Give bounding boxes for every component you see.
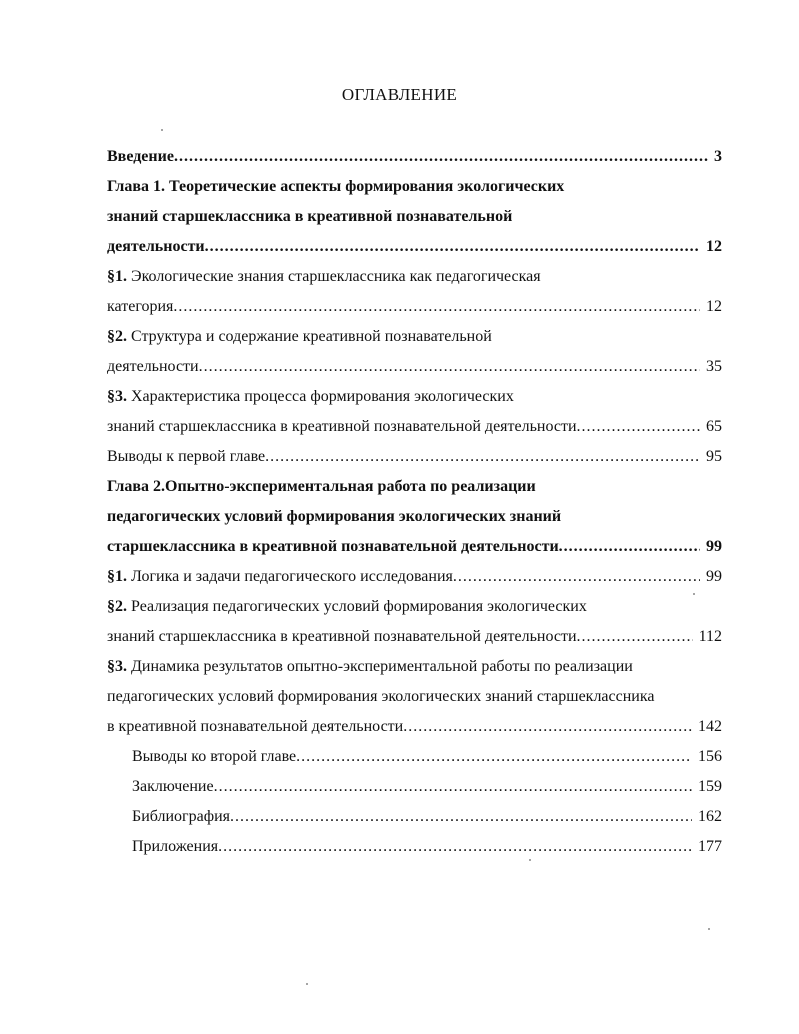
entry-text: педагогических условий формирования экологических знаний (107, 508, 562, 525)
entry-text: Глава 2.Опытно-экспериментальная работа по реализации (107, 478, 536, 495)
entry-page: 12 (706, 298, 722, 315)
scan-speck (306, 983, 308, 985)
toc-entry-bibliography (132, 802, 722, 832)
leader-dots (577, 412, 700, 442)
leader-dots (265, 442, 700, 472)
entry-page: 112 (698, 628, 722, 645)
leader-dots (218, 832, 692, 862)
entry-page: 99 (706, 538, 722, 555)
leader-dots (199, 352, 700, 382)
entry-text: §3. Динамика результатов опытно-экспериментальной работы по реализации (107, 658, 633, 675)
toc-entry-ch1-section-1 (107, 262, 722, 322)
leader-dots (453, 562, 700, 592)
entry-page: 159 (698, 778, 722, 795)
entry-text: деятельности (107, 238, 205, 255)
entry-text: Библиография (132, 808, 230, 825)
entry-text: педагогических условий формирования экологических знаний старшеклассника (107, 688, 655, 705)
leader-dots (174, 142, 708, 172)
toc-entry-introduction (107, 142, 722, 172)
page-title: ОГЛАВЛЕНИЕ (341, 85, 458, 104)
entry-text: Выводы ко второй главе (132, 748, 297, 765)
entry-text: Глава 1. Теоретические аспекты формирования экологических (107, 178, 565, 195)
entry-text: Введение (107, 148, 174, 165)
entry-page: 35 (706, 358, 722, 375)
entry-page: 177 (698, 838, 722, 855)
scan-speck (708, 928, 710, 930)
scan-speck (161, 129, 163, 131)
toc-entry-ch2-conclusions (132, 742, 722, 772)
leader-dots (230, 802, 692, 832)
toc-entry-ch2-section-3 (107, 652, 722, 742)
entry-page: 95 (706, 448, 722, 465)
entry-text: §1. Экологические знания старшеклассника как педагогическая (107, 268, 541, 285)
entry-page: 142 (698, 718, 722, 735)
toc-entry-appendices (132, 832, 722, 862)
leader-dots (173, 292, 700, 322)
toc-entry-ch2-section-1 (107, 562, 722, 592)
leader-dots (403, 712, 692, 742)
entry-page: 12 (706, 238, 722, 255)
entry-text: знаний старшеклассника в креативной познавательной деятельности (107, 418, 577, 435)
entry-text: Приложения (132, 838, 219, 855)
entry-text: знаний старшеклассника в креативной познавательной деятельности (107, 628, 577, 645)
entry-text: деятельности (107, 358, 199, 375)
leader-dots (559, 532, 700, 562)
leader-dots (577, 622, 693, 652)
entry-text: категория (107, 298, 174, 315)
toc-entry-ch1-section-2 (107, 322, 722, 382)
toc-entry-conclusion (132, 772, 722, 802)
entry-page: 162 (698, 808, 722, 825)
entry-text: Заключение (132, 778, 214, 795)
entry-page: 99 (706, 568, 722, 585)
toc-entry-ch1-conclusions (107, 442, 722, 472)
toc-entry-chapter-1 (107, 172, 722, 262)
entry-text: Выводы к первой главе (107, 448, 266, 465)
entry-text: в креативной познавательной деятельности (107, 718, 404, 735)
toc-entry-chapter-2 (107, 472, 722, 562)
entry-text: §2. Структура и содержание креативной познавательной (107, 328, 492, 345)
scan-speck (529, 859, 531, 861)
leader-dots (205, 232, 700, 262)
toc-entry-ch1-section-3 (107, 382, 722, 442)
entry-text: §2. Реализация педагогических условий формирования экологических (107, 598, 587, 615)
entry-text: знаний старшеклассника в креативной познавательной (107, 208, 513, 225)
entry-text: §1. Логика и задачи педагогического исследования (107, 568, 453, 585)
entry-page: 3 (714, 148, 722, 165)
scan-speck (693, 593, 695, 595)
leader-dots (214, 772, 692, 802)
entry-text: §3. Характеристика процесса формирования экологических (107, 388, 514, 405)
entry-page: 156 (698, 748, 722, 765)
toc-entry-ch2-section-2 (107, 592, 722, 652)
entry-page: 65 (706, 418, 722, 435)
leader-dots (296, 742, 692, 772)
entry-text: старшеклассника в креативной познавательной деятельности (107, 538, 559, 555)
